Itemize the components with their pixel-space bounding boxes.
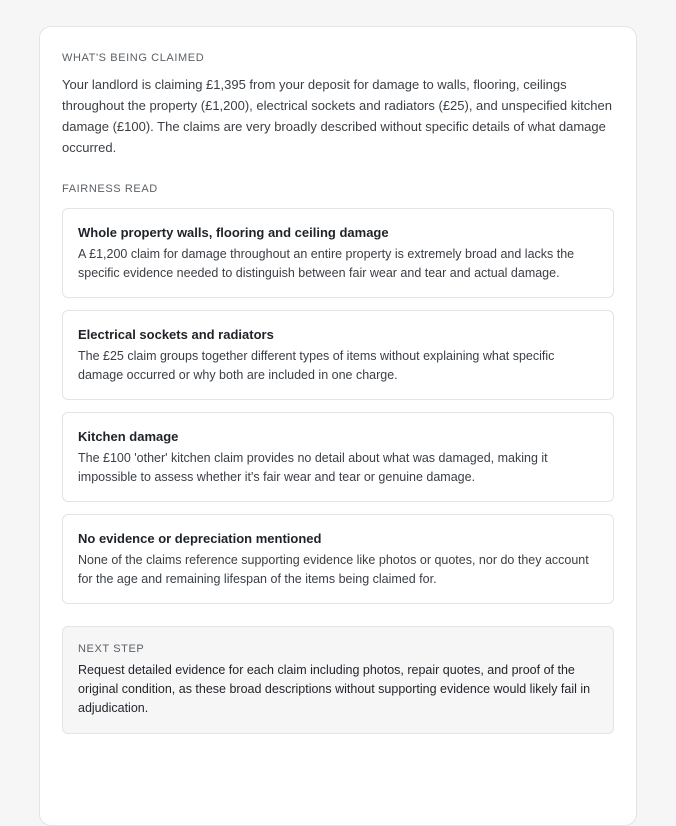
fairness-card-title: Kitchen damage xyxy=(78,429,179,444)
fairness-section-label: FAIRNESS READ xyxy=(62,183,158,195)
fairness-card-body: The £100 'other' kitchen claim provides no detail about what was damaged, making it impossible to assess whether it's fair wear and tear or genuine damage. xyxy=(78,451,548,484)
fairness-card-body: The £25 claim groups together different types of items without explaining what specific damage occurred or why both are included in one charge. xyxy=(78,349,555,382)
fairness-card-title: Whole property walls, flooring and ceiling damage xyxy=(78,225,389,240)
fairness-card-body: A £1,200 claim for damage throughout an entire property is extremely broad and lacks the specific evidence needed to distinguish between fair wear and tear and actual damage. xyxy=(78,247,575,280)
claimed-section-label: WHAT'S BEING CLAIMED xyxy=(62,52,205,64)
fairness-card-title: Electrical sockets and radiators xyxy=(78,327,274,342)
fairness-card-walls-flooring-ceiling xyxy=(62,208,614,298)
fairness-card-kitchen xyxy=(62,412,614,502)
fairness-card-sockets-radiators xyxy=(62,310,614,400)
fairness-card-title: No evidence or depreciation mentioned xyxy=(78,531,322,546)
fairness-card-list xyxy=(62,208,614,604)
next-step-text: Request detailed evidence for each claim including photos, repair quotes, and proof of the original condition, as these broad descriptions without supporting evidence would likely fail in adjudication. xyxy=(78,663,591,715)
next-step-box xyxy=(62,626,614,734)
next-step-label: NEXT STEP xyxy=(78,643,145,655)
claimed-summary-text: Your landlord is claiming £1,395 from your deposit for damage to walls, flooring, ceilings throughout the property (£1,200), electrical sockets and radiators (£25), and unspecified kitchen damage (£100). The claims are very broadly described without specific details of what damage occurred. xyxy=(62,77,612,155)
fairness-card-body: None of the claims reference supporting evidence like photos or quotes, nor do they account for the age and remaining lifespan of the items being claimed for. xyxy=(78,553,589,586)
assessment-panel xyxy=(39,26,637,826)
fairness-card-no-evidence xyxy=(62,514,614,604)
